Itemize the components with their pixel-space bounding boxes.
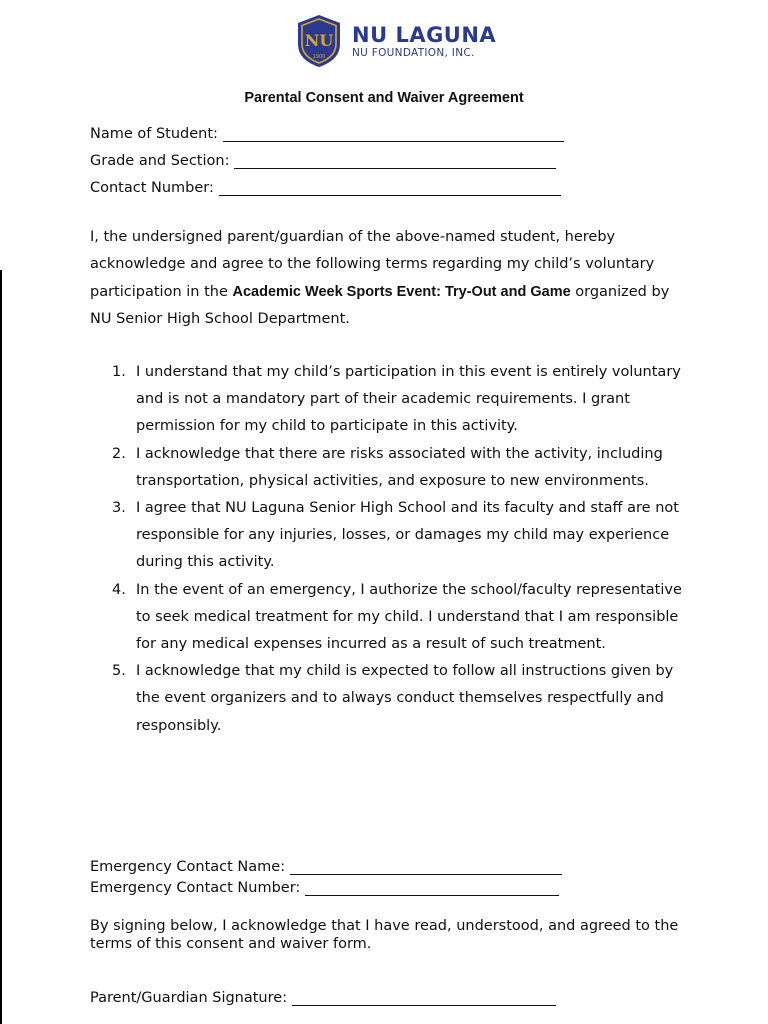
term-number: 5. xyxy=(112,663,126,680)
page-left-border xyxy=(0,270,2,1024)
emergency-name-blank[interactable] xyxy=(290,860,562,875)
term-text: I acknowledge that there are risks associated with the activity, including transportation, physical activities, and exposure to new environments. xyxy=(136,445,663,489)
grade-section-blank[interactable] xyxy=(234,154,556,169)
term-number: 1. xyxy=(112,364,126,380)
student-name-blank[interactable] xyxy=(223,127,564,142)
event-name: Academic Week Sports Event: Try-Out and Game xyxy=(232,283,571,300)
nu-laguna-logo xyxy=(296,14,496,68)
term-item xyxy=(90,495,690,577)
emergency-name-label: Emergency Contact Name: xyxy=(90,859,286,875)
grade-section-label: Grade and Section: xyxy=(90,153,230,169)
brand-name: NU LAGUNA xyxy=(352,22,497,47)
grade-section-field xyxy=(90,153,556,169)
term-number: 4. xyxy=(112,581,126,598)
nu-seal-icon xyxy=(296,14,342,68)
student-name-field xyxy=(90,126,564,142)
document-title: Parental Consent and Waiver Agreement xyxy=(244,90,524,106)
intro-text: I, the undersigned parent/guardian of the above-named student, hereby acknowledge and agree to the following terms regarding my child’s voluntary participation in the xyxy=(90,229,655,300)
term-text: I acknowledge that my child is expected to follow all instructions given by the event organizers and to always conduct themselves respectfully and responsibly. xyxy=(136,663,674,734)
emergency-number-blank[interactable] xyxy=(305,881,559,896)
emergency-name-field xyxy=(90,859,562,875)
intro-paragraph xyxy=(90,224,690,333)
emergency-number-field xyxy=(90,880,559,896)
term-item xyxy=(90,577,690,659)
acknowledgement-paragraph: By signing below, I acknowledge that I have read, understood, and agreed to the terms of this consent and waiver form. xyxy=(90,918,679,952)
term-text: I agree that NU Laguna Senior High School and its faculty and staff are not responsible for any injuries, losses, or damages my child may experience during this activity. xyxy=(136,500,679,571)
term-text: I understand that my child’s participation in this event is entirely voluntary and is not a mandatory part of their academic requirements. I grant permission for my child to participate in this activity. xyxy=(136,364,681,435)
student-name-label: Name of Student: xyxy=(90,126,218,142)
emergency-number-label: Emergency Contact Number: xyxy=(90,880,301,896)
signature-field xyxy=(90,990,556,1006)
seal-year: 1900 xyxy=(312,54,326,60)
contact-number-blank[interactable] xyxy=(219,181,561,196)
term-number: 2. xyxy=(112,445,126,462)
signature-blank[interactable] xyxy=(292,991,556,1006)
brand-foundation: NU FOUNDATION, INC. xyxy=(352,46,475,59)
term-item xyxy=(90,441,690,495)
term-item xyxy=(90,359,690,441)
brand-text xyxy=(352,23,496,60)
terms-list xyxy=(90,359,690,740)
contact-number-label: Contact Number: xyxy=(90,180,214,196)
signature-label: Parent/Guardian Signature: xyxy=(90,990,288,1006)
contact-number-field xyxy=(90,180,561,196)
seal-monogram: NU xyxy=(304,31,334,50)
term-item xyxy=(90,658,690,740)
intro-organizer: organized by NU Senior High School Department. xyxy=(90,283,670,327)
term-text: In the event of an emergency, I authorize the school/faculty representative to seek medical treatment for my child. I understand that I am responsible for any medical expenses incurred as a result of such treatment. xyxy=(136,581,682,653)
term-number: 3. xyxy=(112,500,126,517)
